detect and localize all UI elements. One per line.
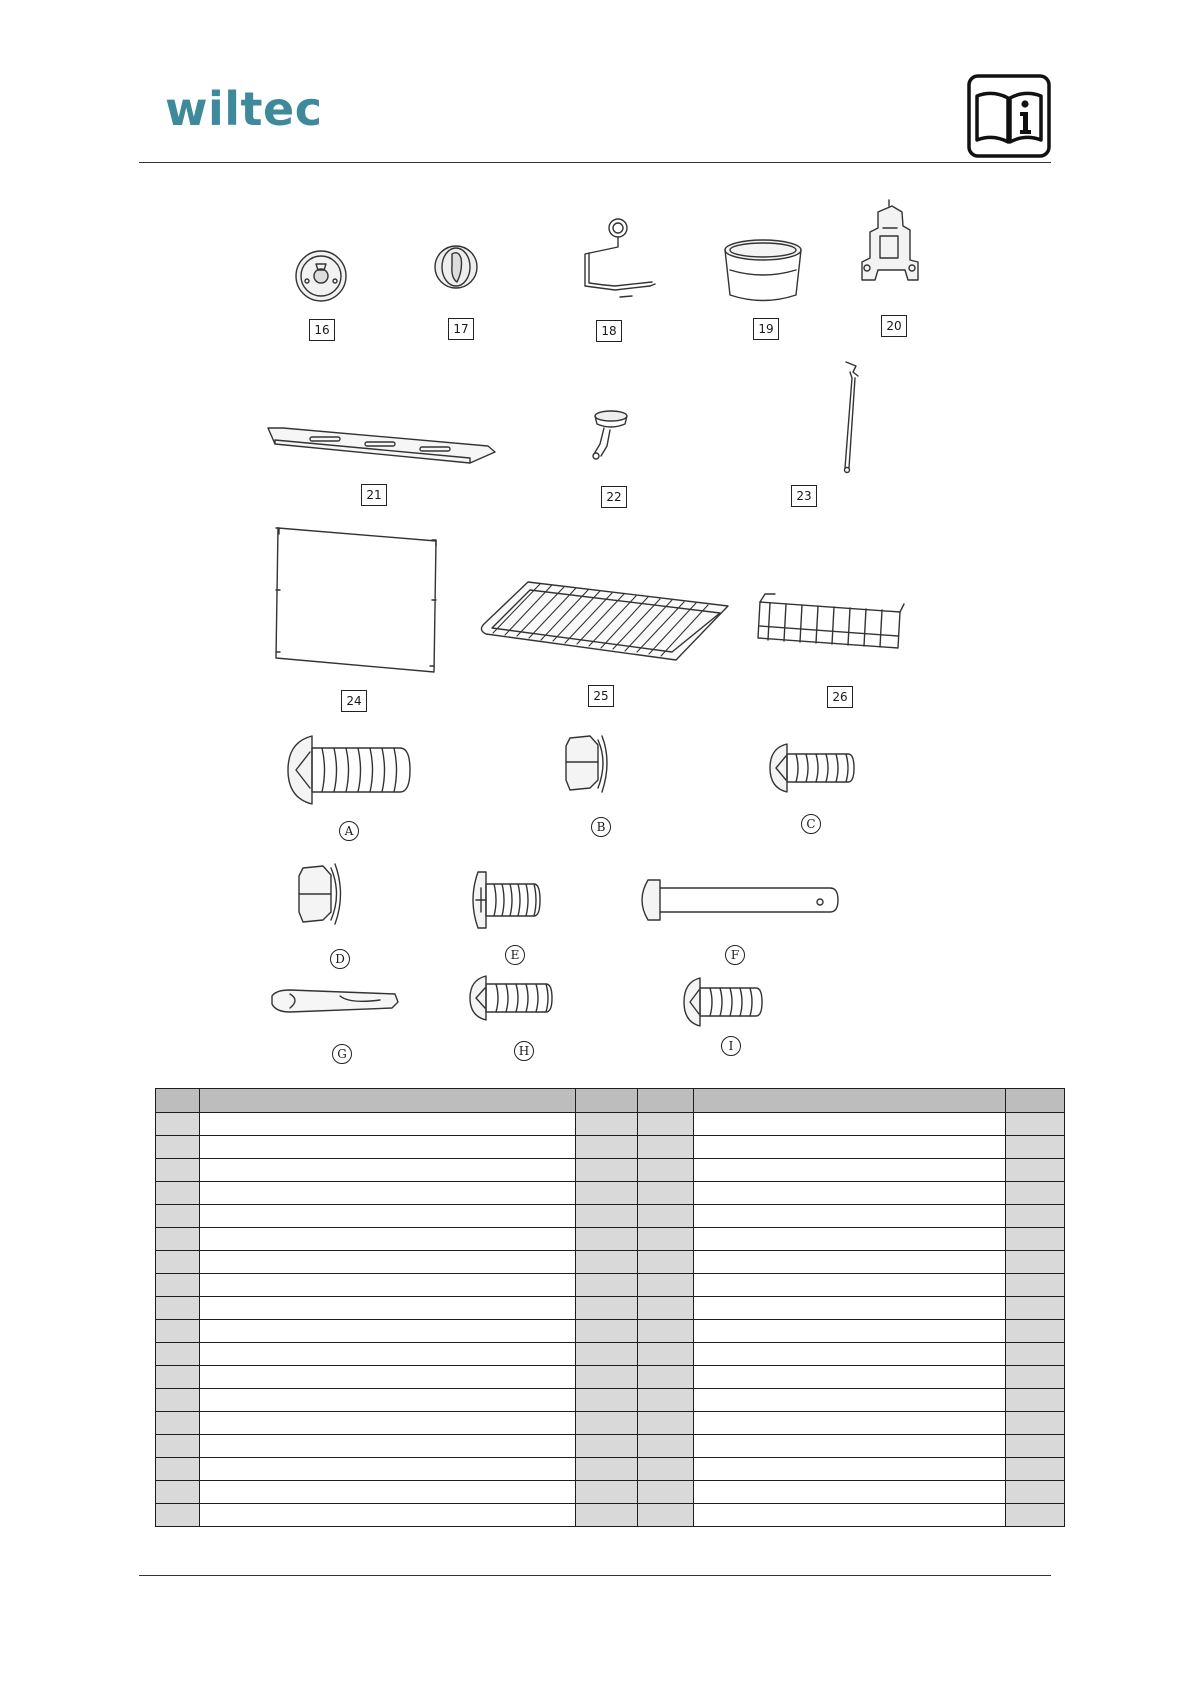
table-cell: [694, 1435, 1006, 1458]
table-cell: [200, 1297, 576, 1320]
table-cell: [156, 1297, 200, 1320]
table-cell: [638, 1412, 694, 1435]
table-cell: [576, 1366, 638, 1389]
table-cell: [576, 1228, 638, 1251]
part-number-label: 19: [753, 318, 779, 340]
table-cell: [156, 1435, 200, 1458]
table-cell: [1006, 1113, 1065, 1136]
table-cell: [638, 1136, 694, 1159]
table-cell: [694, 1320, 1006, 1343]
brand-logo: wiltec: [165, 82, 323, 136]
flat-head-screw-icon: [473, 872, 540, 928]
hardware-letter-label: B: [591, 817, 611, 837]
table-cell: [694, 1458, 1006, 1481]
clevis-pin-icon: [642, 880, 838, 920]
table-cell: [576, 1481, 638, 1504]
table-cell: [200, 1182, 576, 1205]
table-cell: [694, 1205, 1006, 1228]
table-cell: [576, 1251, 638, 1274]
hardware-letter-label: E: [505, 945, 525, 965]
table-row: [156, 1389, 1065, 1412]
table-row: [156, 1297, 1065, 1320]
table-cell: [1006, 1159, 1065, 1182]
part-number-label: 21: [361, 484, 387, 506]
table-cell: [1006, 1458, 1065, 1481]
table-row: [156, 1504, 1065, 1527]
table-cell: [694, 1366, 1006, 1389]
table-cell: [1006, 1504, 1065, 1527]
hex-nut-icon: [566, 736, 607, 792]
table-cell: [156, 1389, 200, 1412]
table-row: [156, 1205, 1065, 1228]
part-number-label: 17: [448, 318, 474, 340]
table-cell: [638, 1274, 694, 1297]
round-head-screw-icon: [470, 976, 552, 1020]
table-cell: [1006, 1389, 1065, 1412]
part-number-label: 20: [881, 315, 907, 337]
table-cell: [156, 1320, 200, 1343]
table-cell: [638, 1320, 694, 1343]
table-cell: [638, 1458, 694, 1481]
table-row: [156, 1458, 1065, 1481]
table-cell: [156, 1205, 200, 1228]
table-cell: [1006, 1136, 1065, 1159]
table-cell: [694, 1481, 1006, 1504]
cooking-grate-icon: [481, 582, 728, 660]
table-cell: [200, 1458, 576, 1481]
table-cell: [1006, 1435, 1065, 1458]
table-cell: [638, 1389, 694, 1412]
table-cell: [1006, 1274, 1065, 1297]
table-row: [156, 1159, 1065, 1182]
table-cell: [200, 1205, 576, 1228]
table-cell: [576, 1182, 638, 1205]
large-screw-icon: [288, 736, 410, 804]
table-cell: [694, 1113, 1006, 1136]
table-row: [156, 1481, 1065, 1504]
part-number-label: 18: [596, 320, 622, 342]
lighter-rod-icon: [585, 219, 655, 297]
table-cell: [694, 1182, 1006, 1205]
table-cell: [638, 1343, 694, 1366]
gas-nozzle-icon: [593, 411, 627, 459]
table-row: [156, 1182, 1065, 1205]
part-number-label: 26: [827, 686, 853, 708]
control-knob-icon: [435, 246, 477, 288]
table-cell: [694, 1389, 1006, 1412]
part-number-label: 16: [309, 319, 335, 341]
table-cell: [200, 1412, 576, 1435]
part-number-label: 25: [588, 685, 614, 707]
header-cell: [638, 1089, 694, 1113]
table-cell: [1006, 1182, 1065, 1205]
table-cell: [576, 1458, 638, 1481]
hardware-letter-label: G: [332, 1044, 352, 1064]
table-cell: [694, 1251, 1006, 1274]
table-cell: [200, 1228, 576, 1251]
table-cell: [638, 1481, 694, 1504]
table-row: [156, 1228, 1065, 1251]
ignition-wire-icon: [845, 362, 859, 473]
table-cell: [576, 1136, 638, 1159]
table-row: [156, 1366, 1065, 1389]
table-cell: [694, 1274, 1006, 1297]
table-cell: [1006, 1251, 1065, 1274]
table-row: [156, 1136, 1065, 1159]
table-cell: [156, 1412, 200, 1435]
medium-screw-icon: [770, 744, 854, 792]
hardware-letter-label: H: [514, 1041, 534, 1061]
table-cell: [1006, 1481, 1065, 1504]
table-cell: [156, 1274, 200, 1297]
table-cell: [1006, 1205, 1065, 1228]
table-cell: [638, 1435, 694, 1458]
table-cell: [576, 1389, 638, 1412]
table-cell: [156, 1159, 200, 1182]
table-cell: [638, 1504, 694, 1527]
table-cell: [694, 1343, 1006, 1366]
table-cell: [638, 1228, 694, 1251]
table-cell: [1006, 1297, 1065, 1320]
table-cell: [576, 1343, 638, 1366]
table-cell: [694, 1297, 1006, 1320]
table-header-row: [156, 1089, 1065, 1113]
table-cell: [576, 1412, 638, 1435]
table-cell: [200, 1366, 576, 1389]
table-row: [156, 1412, 1065, 1435]
table-cell: [200, 1320, 576, 1343]
table-row: [156, 1435, 1065, 1458]
part-number-label: 24: [341, 690, 367, 712]
table-row: [156, 1113, 1065, 1136]
burner-cap-icon: [296, 251, 346, 301]
table-cell: [156, 1343, 200, 1366]
header-cell: [200, 1089, 576, 1113]
table-cell: [200, 1343, 576, 1366]
table-cell: [1006, 1320, 1065, 1343]
table-cell: [638, 1205, 694, 1228]
hardware-letter-label: F: [725, 945, 745, 965]
part-number-label: 22: [601, 486, 627, 508]
table-cell: [200, 1481, 576, 1504]
table-cell: [200, 1113, 576, 1136]
table-cell: [576, 1504, 638, 1527]
table-cell: [638, 1159, 694, 1182]
header-cell: [694, 1089, 1006, 1113]
table-cell: [576, 1274, 638, 1297]
header-cell: [576, 1089, 638, 1113]
table-cell: [576, 1159, 638, 1182]
table-cell: [200, 1274, 576, 1297]
flange-nut-icon: [299, 864, 341, 924]
grease-cup-icon: [725, 240, 801, 301]
table-cell: [200, 1389, 576, 1412]
table-cell: [200, 1136, 576, 1159]
table-cell: [1006, 1366, 1065, 1389]
table-cell: [200, 1251, 576, 1274]
hardware-letter-label: C: [801, 814, 821, 834]
table-cell: [638, 1182, 694, 1205]
table-cell: [1006, 1343, 1065, 1366]
table-cell: [576, 1435, 638, 1458]
table-cell: [156, 1182, 200, 1205]
hardware-letter-label: D: [330, 949, 350, 969]
parts-list-table: [155, 1088, 1065, 1527]
footer-divider: [139, 1575, 1051, 1576]
table-cell: [156, 1113, 200, 1136]
table-row: [156, 1320, 1065, 1343]
warming-rack-icon: [758, 594, 904, 648]
table-cell: [638, 1297, 694, 1320]
heat-shield-bar-icon: [268, 428, 495, 463]
table-cell: [1006, 1228, 1065, 1251]
part-number-label: 23: [791, 485, 817, 507]
header-cell: [156, 1089, 200, 1113]
small-screw-icon: [684, 978, 762, 1026]
table-cell: [156, 1366, 200, 1389]
header-cell: [1006, 1089, 1065, 1113]
table-cell: [576, 1297, 638, 1320]
table-cell: [576, 1113, 638, 1136]
table-cell: [156, 1251, 200, 1274]
table-cell: [576, 1320, 638, 1343]
table-cell: [694, 1412, 1006, 1435]
table-cell: [156, 1228, 200, 1251]
table-cell: [200, 1435, 576, 1458]
table-row: [156, 1343, 1065, 1366]
table-cell: [576, 1205, 638, 1228]
table-cell: [156, 1504, 200, 1527]
table-cell: [694, 1159, 1006, 1182]
side-panel-icon: [276, 528, 436, 672]
table-cell: [156, 1458, 200, 1481]
table-cell: [156, 1136, 200, 1159]
table-cell: [638, 1366, 694, 1389]
table-row: [156, 1274, 1065, 1297]
cotter-pin-icon: [272, 990, 398, 1012]
table-row: [156, 1251, 1065, 1274]
table-cell: [638, 1251, 694, 1274]
table-cell: [200, 1504, 576, 1527]
table-cell: [156, 1481, 200, 1504]
table-cell: [694, 1228, 1006, 1251]
hardware-letter-label: A: [339, 821, 359, 841]
table-cell: [1006, 1412, 1065, 1435]
table-cell: [694, 1504, 1006, 1527]
valve-bracket-icon: [862, 200, 918, 280]
table-cell: [638, 1113, 694, 1136]
table-cell: [200, 1159, 576, 1182]
hardware-letter-label: I: [721, 1036, 741, 1056]
table-cell: [694, 1136, 1006, 1159]
